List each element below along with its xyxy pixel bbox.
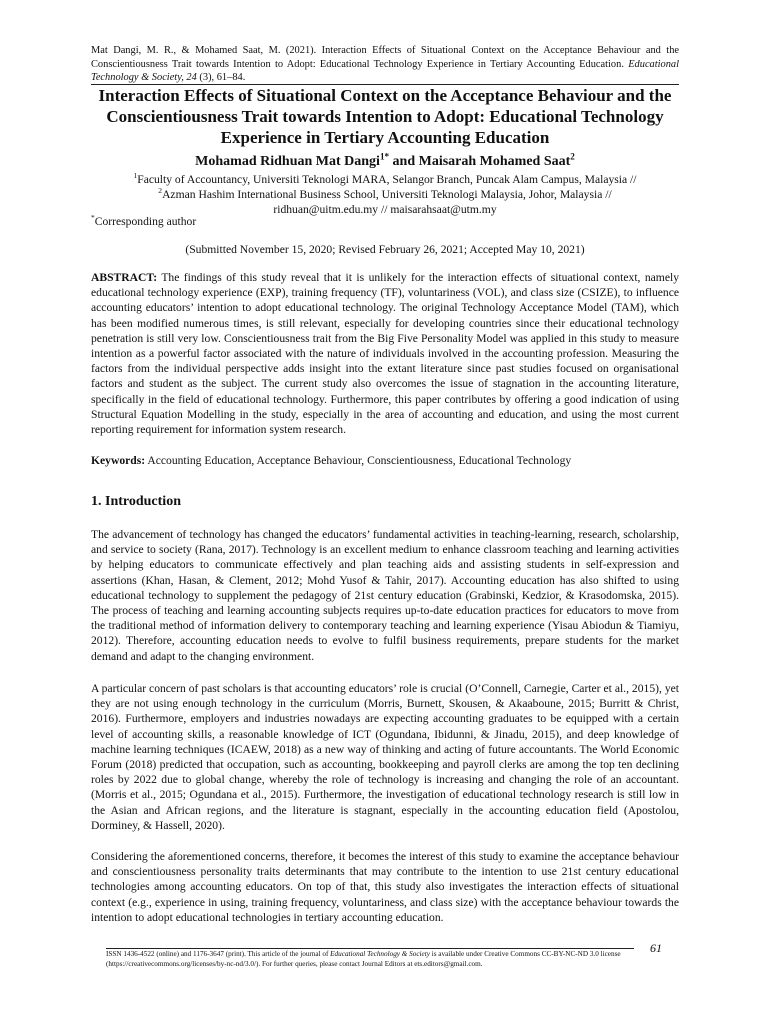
citation-header [91, 44, 679, 85]
author-1-marker: 1* [379, 151, 390, 162]
author-emails: ridhuan@uitm.edu.my // maisarahsaat@utm.my [273, 203, 497, 216]
affiliation-1 [91, 172, 679, 187]
author-2-marker: 2 [570, 151, 575, 162]
corresponding-text: Corresponding author [94, 215, 197, 228]
intro-paragraph-3: Considering the aforementioned concerns, therefore, it becomes the interest of this study to examine the acceptance behaviour and conscientiousness personality traits determinants that may contribute to the intention to use 21st century educational technologies among accounting educators. On top of that, this study also investigates the interaction effects of situational context (e.g., experience in using, training frequency, voluntariness, and class size) with the acceptance behaviour towards the intention to adopt educational technologies in tertiary accounting education. [91, 850, 679, 924]
affiliation-1-marker: 1 [133, 171, 138, 181]
license-footer [106, 950, 634, 969]
citation-journal: Educational Technology & Society, 24 [91, 58, 679, 84]
submission-dates: (Submitted November 15, 2020; Revised February 26, 2021; Accepted May 10, 2021) [185, 243, 585, 256]
corresponding-marker: * [91, 213, 95, 223]
footer-journal: Educational Technology & Society [330, 950, 430, 958]
keywords-label: Keywords: [91, 454, 146, 467]
footer-divider [106, 948, 634, 949]
affiliation-2 [91, 187, 679, 202]
section-heading-introduction: 1. Introduction [91, 494, 181, 509]
intro-paragraph-1: The advancement of technology has changed the educators’ fundamental activities in teaching-learning, research, scholarship, and service to society (Rana, 2017). Technology is an excellent medium to enhance classroom teaching and learning activities by helping educators to communicate effectively and plan teaching aids and assisting students in self-expression and assertions (Khan, Hasan, & Clement, 2012; Mohd Yusof & Tahir, 2017). Accounting education has also shifted to using educational technology to supplement the pedagogy of 21st century education (Grabinski, Kedzior, & Krasodomska, 2015). The process of teaching and learning accounting subjects requires up-to-date education practices for educators to move from the traditional method of information delivery to contemporary teaching and learning experience (Yisau Abiodun & Tiamiyu, 2012). Therefore, accounting education needs to evolve to fulfil business requirements, prepare students for the market demand and adapt to the changing environment. [91, 528, 679, 663]
abstract [91, 270, 679, 437]
affiliation-2-text: Azman Hashim International Business School, Universiti Teknologi Malaysia, Johor, Malaysia // [162, 188, 612, 201]
author-conjunction: and [389, 154, 419, 169]
footer-text: ISSN 1436-4522 (online) and 1176-3647 (print). This article of the journal of [106, 950, 331, 958]
affiliation-2-marker: 2 [158, 186, 163, 196]
page-number: 61 [650, 941, 662, 955]
corresponding-author-note [91, 215, 196, 228]
author-1: Mohamad Ridhuan Mat Dangi [195, 154, 380, 169]
affiliation-1-text: Faculty of Accountancy, Universiti Teknologi MARA, Selangor Branch, Puncak Alam Campus, Malaysia // [137, 173, 637, 186]
intro-paragraph-2: A particular concern of past scholars is that accounting educators’ role is crucial (O’Connell, Carnegie, Carter et al., 2015), yet they are not using enough technology in the curriculum (Morris, Burnett, Skousen, & Akaaboune, 2015; Burritt & Christ, 2016). Furthermore, employers and industries nowadays are expecting accounting graduates to be equipped with a certain level of accounting skills, a reasonable knowledge of ICT (Ogundana, Ibidunni, & Jinadu, 2015), and deep knowledge of machine learning techniques (ICAEW, 2018) as a new way of thinking and acting of future accountants. The World Economic Forum (2018) predicted that occupation, such as accounting, bookkeeping and payroll clerks are among the top ten declining roles by 2022 due to global change, whereby the role of technology is increasing and changing the role of an accountant. (Morris et al., 2015; Ogundana et al., 2015). Furthermore, the investigation of educational technology research is still low in the Asian and African regions, and the literature is stagnant, especially in the accounting education field (Apostolou, Dorminey, & Hassell, 2020). [91, 682, 679, 832]
paper-title: Interaction Effects of Situational Context on the Acceptance Behaviour and the Conscientiousness Trait towards Intention to Adopt: Educational Technology Experience in Tertiary Accounting Education [98, 86, 672, 147]
keywords [91, 454, 679, 467]
author-2: Maisarah Mohamed Saat [418, 154, 571, 169]
citation-issue: (3), 61–84. [196, 72, 246, 84]
citation-text: Mat Dangi, M. R., & Mohamed Saat, M. (2021). Interaction Effects of Situational Context on the Acceptance Behaviour and the Conscientiousness Trait towards Intention to Adopt: Educational Technology Experience in Tertiary Accounting Education. [91, 45, 679, 70]
author-line [91, 151, 679, 170]
footer-license: is available under Creative Commons CC-BY-NC-ND 3.0 license (https://creativecommons.org/licenses/by-nc-nd/3.0/). For further queries, please contact Journal Editors at ets.editors@gmail.com. [106, 950, 621, 968]
abstract-label: ABSTRACT: [91, 271, 158, 284]
abstract-text: The findings of this study reveal that it is unlikely for the interaction effects of situational context, namely educational technology experience (EXP), training frequency (TF), voluntariness (VOL), and class size (CSIZE), to influence accounting educators’ intention to adopt educational technology. The original Technology Acceptance Model (TAM), which has been modified numerous times, is still relevant, especially for developing countries since their educational technology penetration is still very low. Conscientiousness trait from the Big Five Personality Model was applied in this study to measure intention as a powerful factor associated with the nature of individuals involved in the accounting profession. Measuring the factors from the individual perspective adds insight into the extant literature since past studies focused on organisational factors and student as the subject. The current study also overcomes the issue of stagnation in the accounting literature, specifically in the field of educational technology. Furthermore, this paper contributes by offering a good indication of using Structural Equation Modelling in the study, especially in the area of accounting and education, and using the most current reporting requirement for information system research. [91, 271, 679, 437]
keywords-text: Accounting Education, Acceptance Behaviour, Conscientiousness, Educational Technology [145, 454, 572, 467]
